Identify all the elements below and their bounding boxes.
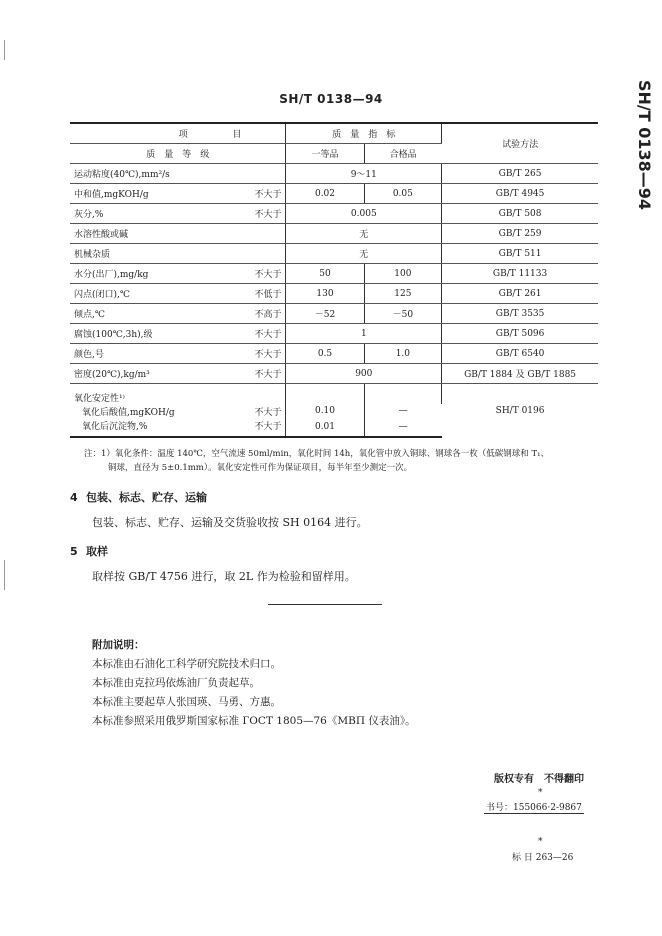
row-name: 氧化后沉淀物,%	[82, 421, 148, 432]
row-first: －52	[286, 304, 364, 324]
row-value: 无	[286, 244, 442, 264]
row-cond: 不大于	[254, 210, 282, 220]
table-row	[70, 344, 598, 364]
row-method: GB/T 508	[442, 204, 598, 224]
row-name: 中和值,mgKOH/g	[74, 190, 149, 200]
row-method: GB/T 5096	[442, 324, 598, 344]
table-row	[70, 364, 598, 384]
row-name: 水分(出厂),mg/kg	[74, 270, 149, 280]
table-row	[70, 204, 598, 224]
row-cond: 不大于	[254, 350, 282, 360]
table-row	[70, 284, 598, 304]
left-margin-mark	[4, 560, 5, 590]
row-name: 闪点(闭口),℃	[74, 290, 130, 300]
left-margin-mark	[4, 40, 5, 60]
row-first: 0.5	[286, 344, 364, 364]
header-grade-first: 一等品	[286, 144, 364, 164]
row-cond: 不大于	[254, 330, 282, 340]
table-note	[84, 447, 604, 475]
table-row	[70, 164, 598, 184]
row-value: 9～11	[286, 164, 442, 184]
table-header-row	[70, 123, 598, 144]
row-method: GB/T 265	[442, 164, 598, 184]
row-name: 水溶性酸或碱	[74, 230, 129, 240]
row-method: GB/T 259	[442, 224, 598, 244]
row-name: 氧化后酸值,mgKOH/g	[82, 407, 175, 418]
header-item: 项 目	[70, 123, 286, 144]
row-method: GB/T 261	[442, 284, 598, 304]
section-4-heading: 4 包装、标志、贮存、运输	[70, 491, 207, 504]
row-first: 130	[286, 284, 364, 304]
table-row	[70, 264, 598, 284]
table-row	[70, 184, 598, 204]
row-method: GB/T 3535	[442, 304, 598, 324]
spec-table	[70, 122, 598, 438]
additional-line: 本标准主要起草人张国瑛、马勇、方惠。	[92, 696, 281, 708]
row-qualified: 125	[364, 284, 442, 304]
row-name: 机械杂质	[74, 250, 111, 260]
star-mark: *	[538, 837, 543, 847]
additional-title: 附加说明：	[92, 639, 145, 651]
row-qualified: －50	[364, 304, 442, 324]
row-name: 倾点,℃	[74, 310, 105, 320]
row-method: GB/T 6540	[442, 344, 598, 364]
row-method: GB/T 511	[442, 244, 598, 264]
row-first: 0.01	[286, 418, 364, 437]
row-qualified: 100	[364, 264, 442, 284]
row-qualified: 1.0	[364, 344, 442, 364]
row-name: 灰分,%	[74, 210, 104, 220]
additional-notes	[92, 636, 416, 731]
table-row	[70, 324, 598, 344]
row-value: 900	[286, 364, 442, 384]
star-mark: *	[538, 788, 543, 798]
section-5-body: 取样按 GB/T 4756 进行，取 2L 作为检验和留样用。	[92, 570, 356, 583]
divider	[268, 604, 382, 605]
row-cond: 不大于	[254, 421, 282, 432]
row-cond: 不大于	[254, 407, 282, 418]
note-line-2: 铜球，直径为 5±0.1mm）。氧化安定性可作为保证项目，每半年至少测定一次。	[108, 463, 413, 473]
row-value: 1	[286, 324, 442, 344]
standard-code: 标 日 263—26	[512, 853, 574, 863]
row-name: 密度(20℃),kg/m³	[74, 370, 150, 380]
row-qualified: —	[398, 406, 408, 416]
copyright-notice: 版权专有 不得翻印	[494, 774, 584, 785]
row-method: GB/T 4945	[442, 184, 598, 204]
header-method: 试验方法	[442, 123, 598, 164]
row-name: 腐蚀(100℃,3h),级	[74, 330, 153, 340]
note-line-1: 注：1）氧化条件：温度 140℃，空气流速 50ml/min，氧化时间 14h，氧化管中放入铜球、钢球各一枚（低碳钢球和 T₁、	[84, 449, 550, 459]
row-method: GB/T 1884 及 GB/T 1885	[442, 364, 598, 384]
row-name: 颜色,号	[74, 350, 104, 360]
row-value: 无	[286, 224, 442, 244]
section-4-body: 包装、标志、贮存、运输及交货验收按 SH 0164 进行。	[92, 516, 368, 529]
page-header: SH/T 0138—94	[279, 92, 383, 106]
section-5-heading: 5 取样	[70, 545, 108, 558]
row-qualified: —	[364, 418, 442, 437]
header-grade-qualified: 合格品	[364, 144, 442, 164]
stability-title: 氧化安定性¹⁾	[70, 384, 286, 405]
row-cond: 不高于	[254, 310, 282, 320]
row-value: 0.005	[286, 204, 442, 224]
table-row	[70, 304, 598, 324]
row-cond: 不大于	[254, 190, 282, 200]
row-qualified: 0.05	[364, 184, 442, 204]
row-name: 运动粘度(40℃),mm²/s	[74, 170, 170, 180]
row-first: 0.10	[286, 404, 364, 418]
row-cond: 不低于	[254, 290, 282, 300]
stability-method: SH/T 0196	[495, 405, 545, 416]
row-cond: 不大于	[254, 370, 282, 380]
additional-line: 本标准由石油化工科学研究院技术归口。	[92, 658, 281, 670]
book-number: 书号：155066·2-9867	[484, 800, 584, 814]
header-spec: 质 量 指 标	[286, 123, 442, 144]
table-row	[70, 244, 598, 264]
row-first: 50	[286, 264, 364, 284]
additional-line: 本标准由克拉玛依炼油厂负责起草。	[92, 677, 260, 689]
table-row	[70, 224, 598, 244]
header-quality-grade: 质 量 等 级	[70, 144, 286, 164]
additional-line: 本标准参照采用俄罗斯国家标准 ГОСТ 1805—76《МВП 仪表油》。	[92, 715, 416, 727]
table-row	[70, 384, 598, 405]
row-cond: 不大于	[254, 270, 282, 280]
row-method: GB/T 11133	[442, 264, 598, 284]
row-first: 0.02	[286, 184, 364, 204]
side-standard-code: SH/T 0138—94	[635, 80, 654, 211]
